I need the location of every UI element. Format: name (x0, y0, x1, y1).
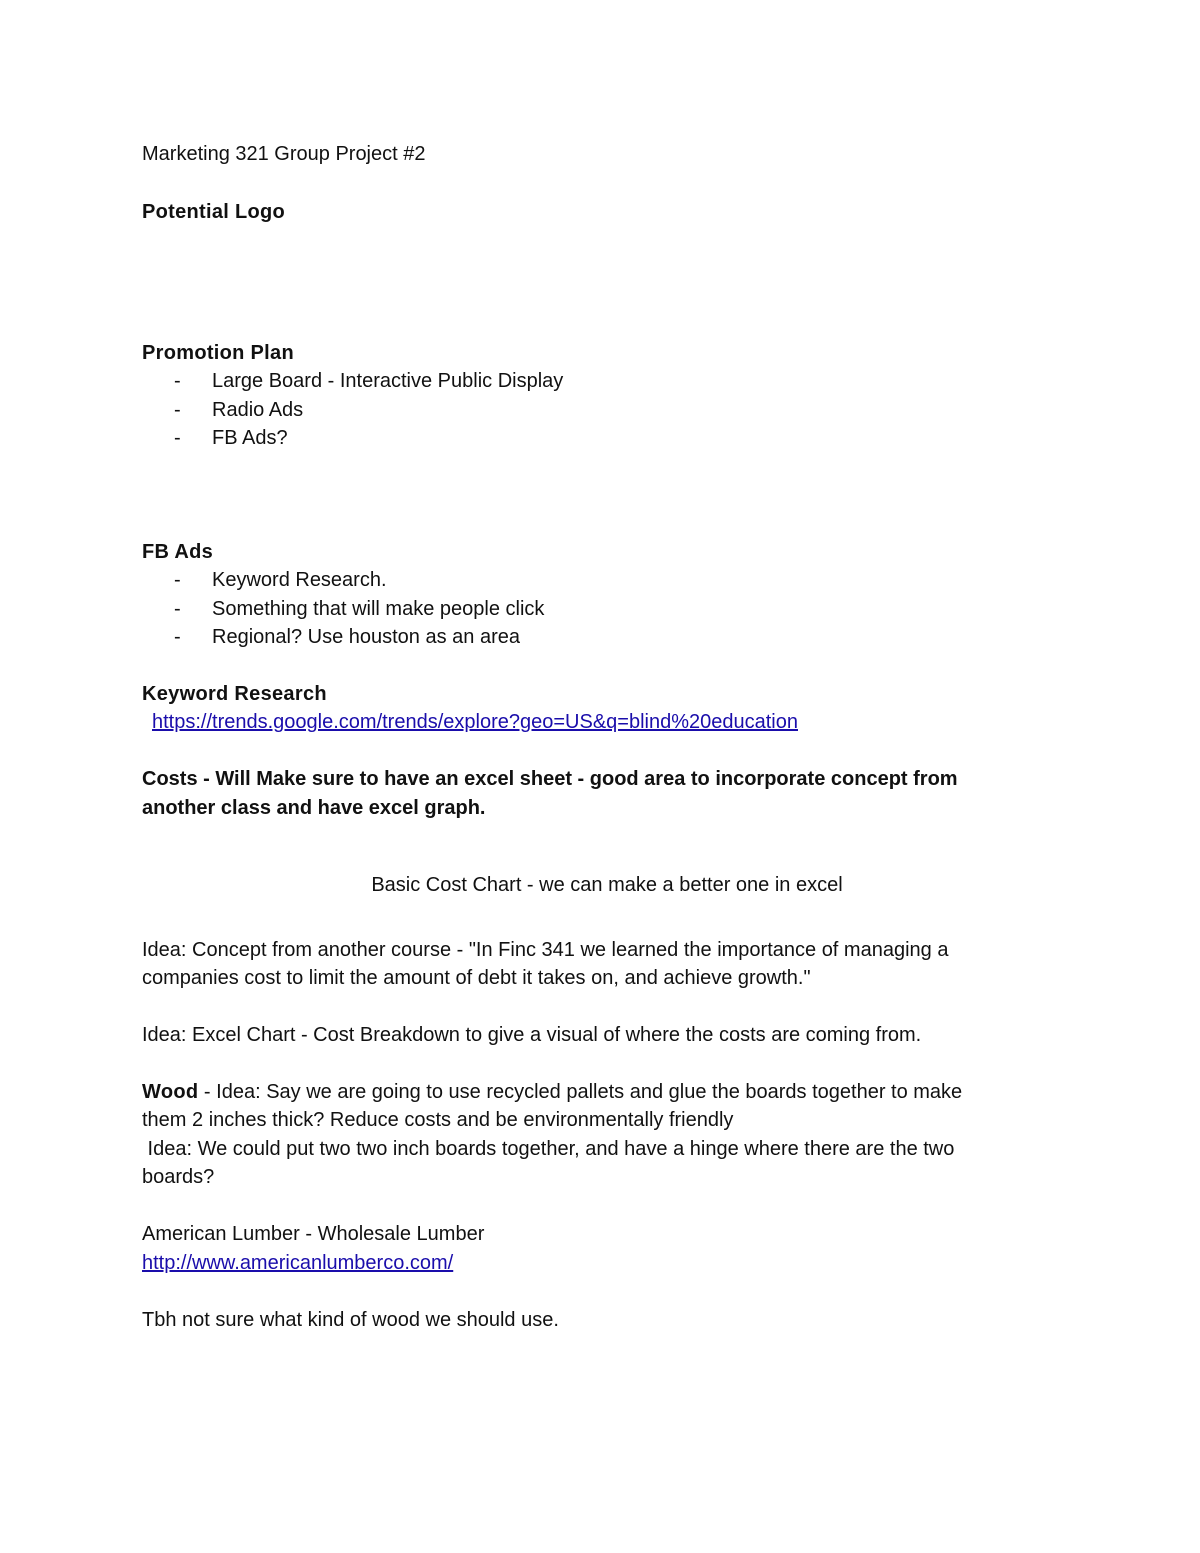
american-lumber-link[interactable]: http://www.americanlumberco.com/ (142, 1252, 454, 1274)
american-lumber-name: American Lumber - Wholesale Lumber (142, 1223, 485, 1245)
promotion-item-radio-ads: Radio Ads (212, 399, 304, 421)
bullet-marker: - (174, 370, 181, 392)
wood-paragraph-line2: them 2 inches thick? Reduce costs and be environmentally friendly (142, 1109, 734, 1131)
keyword-link-line (152, 708, 798, 736)
fb-ads-item-click: Something that will make people click (212, 598, 545, 620)
keyword-research-heading: Keyword Research (142, 683, 327, 705)
promotion-plan-heading: Promotion Plan (142, 342, 294, 364)
promotion-item-fb-ads: FB Ads? (212, 427, 288, 449)
costs-heading-line2: another class and have excel graph. (142, 797, 486, 819)
idea-excel-chart: Idea: Excel Chart - Cost Breakdown to give a visual of where the costs are coming from. (142, 1024, 922, 1046)
bullet-marker: - (174, 399, 181, 421)
lumber-link-line (142, 1249, 453, 1277)
wood-label: Wood (142, 1081, 199, 1103)
wood-paragraph-line3: Idea: We could put two two inch boards together, and have a hinge where there are the two (142, 1138, 955, 1160)
costs-heading-line1: Costs - Will Make sure to have an excel sheet - good area to incorporate concept from (142, 768, 958, 790)
bullet-marker: - (174, 569, 181, 591)
wood-paragraph-line4: boards? (142, 1166, 215, 1188)
promotion-item-large-board: Large Board - Interactive Public Display (212, 370, 564, 392)
wood-idea-text: - Idea: Say we are going to use recycled pallets and glue the boards together to make (198, 1081, 963, 1103)
idea-finc-line1: Idea: Concept from another course - "In Finc 341 we learned the importance of managing a (142, 939, 949, 961)
potential-logo-heading: Potential Logo (142, 201, 286, 223)
bullet-marker: - (174, 598, 181, 620)
idea-finc-line2: companies cost to limit the amount of debt it takes on, and achieve growth." (142, 967, 811, 989)
bullet-marker: - (174, 427, 181, 449)
fb-ads-item-keyword: Keyword Research. (212, 569, 387, 591)
cost-chart-caption: Basic Cost Chart - we can make a better one in excel (371, 874, 843, 896)
bullet-marker: - (174, 626, 181, 648)
wood-paragraph-line1 (142, 1078, 962, 1106)
document-title: Marketing 321 Group Project #2 (142, 143, 426, 165)
google-trends-link[interactable]: https://trends.google.com/trends/explore?geo=US&q=blind%20education (152, 711, 798, 733)
closing-note: Tbh not sure what kind of wood we should use. (142, 1309, 559, 1331)
fb-ads-item-regional: Regional? Use houston as an area (212, 626, 520, 648)
fb-ads-heading: FB Ads (142, 541, 214, 563)
